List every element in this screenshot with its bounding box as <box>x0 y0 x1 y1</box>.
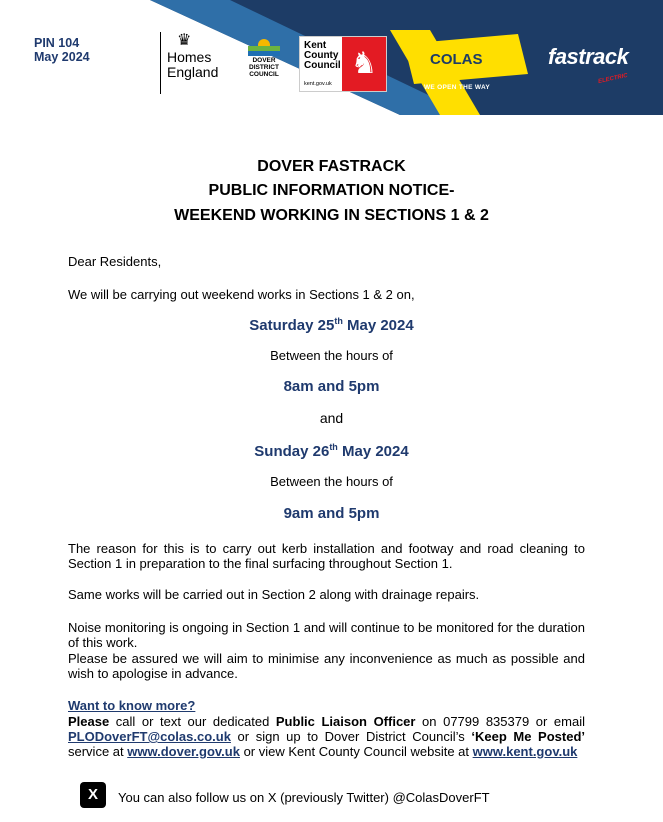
email-link[interactable]: PLODoverFT@colas.co.uk <box>68 729 231 744</box>
colas-logo: COLAS <box>430 51 483 68</box>
kcc-line2: County <box>304 50 339 61</box>
dover-cliffs-icon <box>246 36 282 56</box>
kent-county-council-logo <box>299 36 387 92</box>
saturday-date-a: Saturday 25 <box>249 317 335 334</box>
please-label: Please <box>68 714 110 729</box>
ddc-line2: DISTRICT <box>249 64 279 71</box>
saturday-date <box>0 316 663 334</box>
between-hours-1: Between the hours of <box>270 348 393 363</box>
title-line2: PUBLIC INFORMATION NOTICE- <box>208 182 455 199</box>
fastrack-electric-label: ELECTRIC <box>597 72 629 86</box>
sunday-hours: 9am and 5pm <box>283 505 380 522</box>
same-works-paragraph: Same works will be carried out in Section 2 along with drainage repairs. <box>68 587 480 602</box>
homes-england-line2: England <box>167 64 219 80</box>
keep-me-posted-label: ‘Keep Me Posted’ <box>471 729 585 744</box>
plo-label: Public Liaison Officer <box>275 714 416 729</box>
saturday-date-sup: th <box>334 316 343 326</box>
kcc-line3: Council <box>304 60 341 71</box>
greeting: Dear Residents, <box>68 254 162 269</box>
noise-paragraph: Noise monitoring is ongoing in Section 1 and will continue to be monitored for the duration of this work. <box>68 620 585 650</box>
contact-paragraph: Please call or text our dedicated Public Liaison Officer on 07799 835379 or email PLODoverFT@colas.co.uk or sign up to Dover District Council’s ‘Keep Me Posted’ service at www.dover.gov.uk or view Kent County Council website at www.kent.gov.uk <box>68 714 585 759</box>
kcc-text <box>304 41 341 71</box>
between-hours-2: Between the hours of <box>270 474 393 489</box>
follow-on-x-text: You can also follow us on X (previously Twitter) @ColasDoverFT <box>118 790 490 805</box>
kcc-line1: Kent <box>304 40 327 51</box>
sunday-date-sup: th <box>329 442 338 452</box>
intro-text: We will be carrying out weekend works in Sections 1 & 2 on, <box>68 287 415 302</box>
pin-block <box>34 36 90 64</box>
x-twitter-icon[interactable]: X <box>80 782 106 808</box>
pin-number: PIN 104 <box>34 36 80 50</box>
pin-date: May 2024 <box>34 50 90 64</box>
sunday-date-b: May 2024 <box>337 443 409 460</box>
assurance-paragraph: Please be assured we will aim to minimise any inconvenience as much as possible and wish to apologise in advance. <box>68 651 585 681</box>
fastrack-logo: fastrack <box>548 44 629 69</box>
title-line3: WEEKEND WORKING IN SECTIONS 1 & 2 <box>174 207 489 224</box>
royal-crest-icon: ♛ <box>177 32 192 49</box>
white-horse-icon: ♞ <box>342 37 386 91</box>
title-line1: DOVER FASTRACK <box>257 158 406 175</box>
homes-england-line1: Homes <box>167 49 212 65</box>
saturday-date-b: May 2024 <box>342 317 414 334</box>
ddc-line3: COUNCIL <box>249 71 279 78</box>
sunday-date-a: Sunday 26 <box>254 443 330 460</box>
dover-district-council-logo <box>240 36 288 92</box>
dover-website-link[interactable]: www.dover.gov.uk <box>127 744 240 759</box>
saturday-hours: 8am and 5pm <box>283 378 380 395</box>
homes-england-logo <box>160 32 231 94</box>
colas-tagline: WE OPEN THE WAY <box>424 84 491 91</box>
and-connector: and <box>319 410 344 426</box>
want-to-know-more-heading: Want to know more? <box>68 698 196 713</box>
ddc-line1: DOVER <box>252 57 276 64</box>
reason-paragraph: The reason for this is to carry out kerb installation and footway and road cleaning to Section 1 in preparation to the final surfacing throughout Section 1. <box>68 541 585 571</box>
sunday-date <box>0 442 663 460</box>
kcc-url: kent.gov.uk <box>304 81 332 87</box>
kent-website-link[interactable]: www.kent.gov.uk <box>472 744 578 759</box>
